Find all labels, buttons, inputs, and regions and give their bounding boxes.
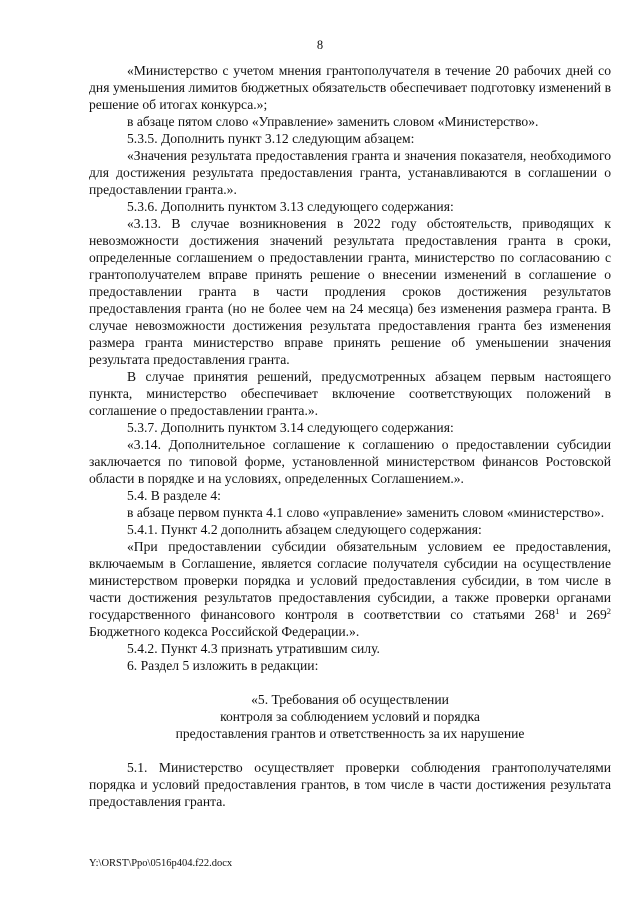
paragraph: В случае принятия решений, предусмотренных абзацем первым настоящего пункта, министерство обеспечивает включение соответствующих положений в соглашение о предоставлении гранта.». [89, 369, 611, 418]
paragraph: 5.4.2. Пункт 4.3 признать утратившим силу. [127, 641, 380, 656]
paragraph: 5.3.5. Дополнить пункт 3.12 следующим абзацем: [127, 131, 415, 146]
paragraph: 5.1. Министерство осуществляет проверки соблюдения грантополучателями порядка и условий предоставления грантов, в том числе в части достижения результата предоставления гранта. [89, 760, 611, 809]
paragraph: 5.3.6. Дополнить пунктом 3.13 следующего содержания: [127, 199, 454, 214]
section-heading-line: контроля за соблюдением условий и порядка [220, 709, 480, 724]
superscript: 1 [555, 606, 560, 616]
paragraph: 5.4. В разделе 4: [127, 488, 221, 503]
text-run: «При предоставлении субсидии обязательным условием ее предоставления, включаемым в Соглашение, является согласие получателя субсидии на осуществление министерством проверки порядка и условий предоставления субсидии, в том числе в части достижения результатов предоставления субсидии, а также проверки органами государственного финансового контроля в соответствии со статьями 268 [89, 539, 611, 622]
paragraph: «3.13. В случае возникновения в 2022 году обстоятельств, приводящих к невозможности достижения значений результата предоставления гранта в сроки, определенные соглашением о предоставлении гранта, министерство по согласованию с грантополучателем вправе принять решение о внесении изменений в соглашение о предоставлении гранта в части продления сроков достижения результатов предоставления гранта (но не более чем на 24 месяца) без изменения размера гранта. В случае невозможности достижения результата предоставления гранта без изменения размера гранта министерство вправе принять решение об уменьшении значения результата предоставления гранта. [89, 216, 611, 367]
paragraph: «3.14. Дополнительное соглашение к соглашению о предоставлении субсидии заключается по типовой форме, установленной министерством финансов Ростовской области в порядке и на условиях, определенных Соглашением.». [89, 437, 611, 486]
paragraph: «Значения результата предоставления гранта и значения показателя, необходимого для достижения результата предоставления гранта, устанавливаются в соглашении о предоставлении гранта.». [89, 148, 611, 197]
section-heading-line: «5. Требования об осуществлении [251, 692, 449, 707]
paragraph: 6. Раздел 5 изложить в редакции: [127, 658, 319, 673]
document-body [89, 62, 611, 810]
paragraph: 5.3.7. Дополнить пунктом 3.14 следующего содержания: [127, 420, 454, 435]
paragraph: в абзаце пятом слово «Управление» заменить словом «Министерство». [127, 114, 539, 129]
superscript: 2 [606, 606, 611, 616]
paragraph: «Министерство с учетом мнения грантополучателя в течение 20 рабочих дней со дня уменьшения лимитов бюджетных обязательств обеспечивает подготовку изменений в решение об итогах конкурса.»; [89, 63, 611, 112]
paragraph: в абзаце первом пункта 4.1 слово «управление» заменить словом «министерство». [127, 505, 605, 520]
text-run: Бюджетного кодекса Российской Федерации.». [89, 624, 360, 639]
paragraph-article-4-2 [89, 538, 611, 640]
paragraph: 5.4.1. Пункт 4.2 дополнить абзацем следующего содержания: [127, 522, 482, 537]
page-number: 8 [316, 38, 324, 52]
footer-file-path: Y:\ORST\Ppo\0516p404.f22.docx [89, 858, 233, 869]
section-heading-line: предоставления грантов и ответственность за их нарушение [175, 726, 525, 741]
text-run: и 269 [559, 607, 607, 622]
